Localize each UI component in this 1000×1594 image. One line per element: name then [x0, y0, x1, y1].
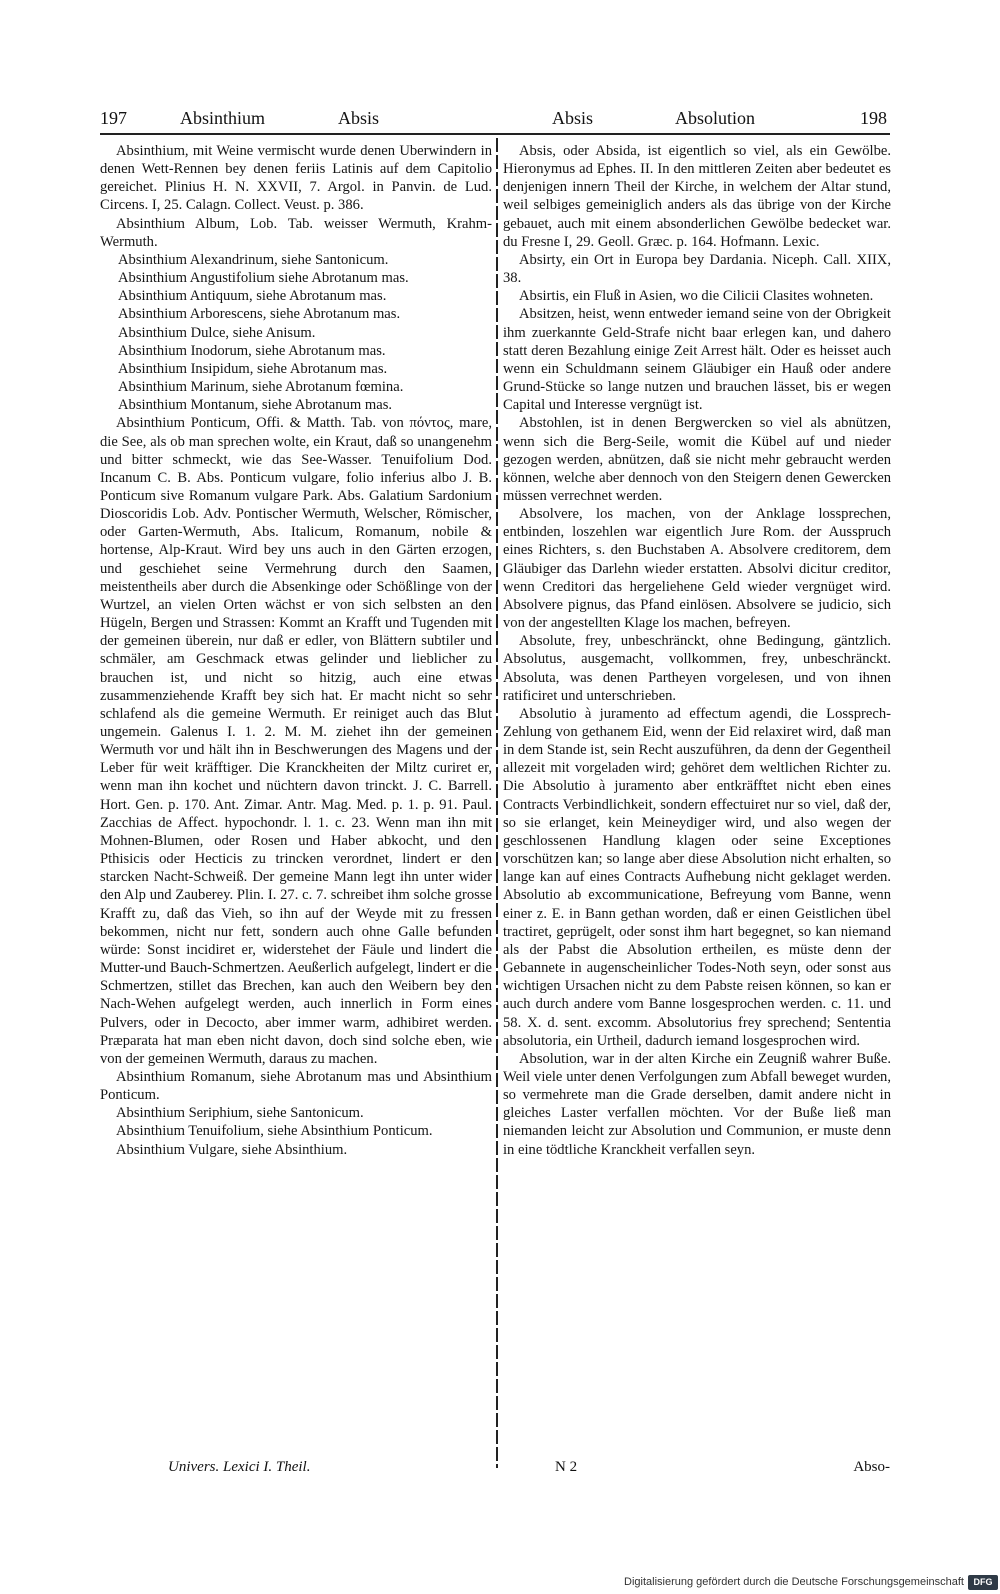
column-divider — [496, 138, 498, 1468]
entry-absinthium-marinum: Absinthium Marinum, siehe Abrotanum fœmina. — [118, 379, 404, 396]
signature-line: Univers. Lexici I. Theil. — [168, 1459, 311, 1475]
entry-absis: Absis, oder Absida, ist eigentlich so viel, als ein Gewölbe. Hieronymus ad Ephes. II. In den mittleren Zeiten aber bedeutet es denjenigen innern Theil der Kirche, in welchem der Altar stund, weil selbiges gemeiniglich anders als das übrige von der Kirche gebauet, auch mit einem absonderlichen Gewölbe bedecket war. du Fresne I, 29. Geoll. Græc. p. 164. Hofmann. Lexic. — [503, 143, 891, 250]
header-rule — [100, 133, 890, 135]
running-title-left: Absinthium — [180, 108, 266, 128]
entry-absinthium-inodorum: Absinthium Inodorum, siehe Abrotanum mas. — [118, 342, 386, 359]
entry-absinthium-seriphium: Absinthium Seriphium, siehe Santonicum. — [116, 1105, 364, 1122]
page-footer — [100, 1459, 890, 1483]
signature-mark: N 2 — [555, 1459, 578, 1475]
catchword: Abso- — [853, 1459, 890, 1475]
entry-absinthium-ponticum: Absinthium Ponticum, Offi. & Matth. Tab. von πόντος, mare, die See, als ob man sprechen wolte, ein Kraut, daß so unangenehm und bitter schmeckt, wie das See-Wasser. Tenuifolium Dod. Incanum C. B. Abs. Ponticum vulgare, folio inferius albo J. B. Ponticum sive Romanum vulgare Park. Abs. Galatium Sardonium Dioscoridis Lob. Adv. Pontischer Wermuth, Welscher, Römischer, oder Garten-Wermuth, Abs. Italicum, Romanum, nobile & hortense, Alp-Kraut. Wird bey uns auch in den Gärten erzogen, und geschiehet seine Vermehrung durch den Saamen, meistentheils aber durch die Absenkinge oder Schößlinge von der Wurtzel, an vielen Orten wächst er von sich selbsten an den Hügeln, Bergen und Strassen: Kommt an Krafft und Tugenden mit der gemeinen überein, nur daß er edler, von Blättern subtiler und schmäler, am Geschmack etwas gelinder und lieblicher zu brauchen ist, und nicht so hitzig, auch eine etwas zusammenziehende Krafft bey sich hat. Er macht nicht so sehr schlafend als die gemeine Wermuth. Er reiniget auch das Blut ungemein. Galenus I. 1. 2. M. M. ziehet ihn der gemeinen Wermuth vor und hält ihn in Beschwerungen des Magens und der Leber für weit kräfftiger. Die Kranckheiten der Miltz curiret er, wenn man ihn kochet und nüchtern davon trinckt. J. C. Barrell. Hort. Gen. p. 170. Ant. Zimar. Antr. Mag. Med. p. 1. p. 91. Paul. Zacchias de Affect. hypochondr. l. 1. c. 23. Wenn man ihn mit Mohnen-Blumen, oder Rosen und Haber abkocht, und den Pthisicis oder Hecticis zu trincken verordnet, lindert er den starcken Nacht-Schweiß. Der gemeine Mann legt ihn unter wider den Alp und Zauberey. Plin. I. 27. c. 7. schreibet ihm solche grosse Krafft zu, daß das Vieh, so ihn auf der Weyde mit zu fressen bekommen, nicht nur fett, sondern auch ohne Galle befunden würde: Sonst incidiret er, widerstehet der Fäule und lindert die Mutter-und Bauch-Schmertzen. Aeußerlich aufgelegt, lindert er die Schmertzen, stillet das Brechen, kan auch den Weibern bey den Nach-Wehen aufgelegt werden, auch innerlich in Form eines Pulvers, oder in Decocto, aber immer warm, adhibiret werden. Præparata hat man eben nicht davon, doch sind solche eben, wie von der gemeinen Wermuth, daraus zu machen. — [100, 415, 492, 1067]
right-column — [503, 142, 891, 1159]
entry-absinthium-dulce: Absinthium Dulce, siehe Anisum. — [118, 324, 316, 341]
entry-absolution: Absolution, war in der alten Kirche ein Zeugniß wahrer Buße. Weil viele unter denen Verfolgungen zum Abfall beweget wurden, so vermehrete man die Grade derselben, damit andere nicht in gleiches Laster verfallen möchten. Vor der Buße ließ man niemanden leicht zur Absolution und Communion, er muste denn in eine tödtliche Kranckheit verfallen seyn. — [503, 1050, 891, 1158]
entry-absinthium: Absinthium, mit Weine vermischt wurde denen Uberwindern in denen Wett-Rennen bey denen feriis Latinis auf dem Capitolio gereichet. Plinius H. N. XXVII, 7. Argol. in Panvin. de Lud. Circens. I, 25. Calagn. Collect. Veust. p. 386. — [100, 143, 492, 214]
entry-absinthium-arborescens: Absinthium Arborescens, siehe Abrotanum mas. — [118, 306, 401, 323]
entry-absinthium-montanum: Absinthium Montanum, siehe Abrotanum mas. — [118, 397, 393, 414]
entry-absinthium-alexandrinum: Absinthium Alexandrinum, siehe Santonicum. — [118, 251, 389, 268]
credit-text: Digitalisierung gefördert durch die Deutsche Forschungsgemeinschaft — [624, 1576, 964, 1588]
entry-absinthium-vulgare: Absinthium Vulgare, siehe Absinthium. — [116, 1141, 348, 1158]
entry-absinthium-tenuifolium: Absinthium Tenuifolium, siehe Absinthium Ponticum. — [116, 1123, 433, 1140]
entry-absolute: Absolute, frey, unbeschränckt, ohne Bedingung, gäntzlich. Absolutus, ausgemacht, vollkommen, frey, unbeschränckt. Absoluta, was denen Partheyen vorgelesen, und von ihnen ratificiret und unterschrieben. — [503, 633, 891, 704]
page-number-left: 197 — [100, 108, 127, 128]
entry-abstohlen: Abstohlen, ist in denen Bergwercken so viel als abnützen, wenn sich die Berg-Seile, womit die Kübel auf und nieder gezogen werden, abnützen, daß sie nicht mehr gebraucht werden können, welche aber dennoch von den Steigern denen Gewercken müssen verrechnet werden. — [503, 415, 891, 504]
entry-absolvere: Absolvere, los machen, von der Anklage lossprechen, entbinden, loszehlen war eigentlich Jure Rom. der Ausspruch eines Richters, s. den Buchstaben A. Absolvere creditorem, dem Gläubiger das Darlehn wieder erstatten. Absolvi dicitur creditor, wenn Creditori das hergeliehene Geld wieder vergnüget wird. Absolvere pignus, das Pfand einlösen. Absolvere se judicio, sich von der angestellten Klage los machen, befreyen. — [503, 506, 891, 632]
entry-absitzen: Absitzen, heist, wenn entweder iemand seine von der Obrigkeit ihm zuerkannte Geld-Strafe nicht baar erlegen kan, und dahero statt deren Bezahlung einige Zeit Arrest hält. Oder es heisset auch wenn ein Schuldmann seinem Gläubiger ein Hauß oder andere Grund-Stücke so lange nutzen und brauchen lässet, bis er wegen Capital und Interesse vergnügt ist. — [503, 306, 891, 414]
dfg-logo: DFG — [968, 1575, 998, 1590]
entry-absolutio: Absolutio à juramento ad effectum agendi, die Lossprech-Zehlung von gethanem Eid, wenn der Eid relaxiret wird, daß man in dem Stande ist, sein Recht auszuführen, da denn der Gegentheil allezeit mit vorgeladen wird; gehöret dem weltlichen Richter zu. Die Absolutio à juramento aber entkräfftet nicht eben eines Contracts Verbindlichkeit, sondern effectuiret nur so viel, daß der, so sie erlanget, kein Meineydiger wird, und also wegen der geschlossenen Handlung klagen oder seine Exceptiones vorschützen kan; so lange aber diese Absolution nicht erhalten, so lange kan auf eines Contracts Aufhebung nicht geklaget werden. Absolutio ab excommunicatione, Befreyung vom Banne, wenn einer z. E. in Bann gethan worden, daß er einen Geistlichen übel tractiret, geprügelt, oder sonst ihm hart begegnet, so kan niemand als der Pabst die Absolution ertheilen, es müste denn der Gebannete in augenscheinlicher Todes-Noth seyn, oder sonst aus wichtigen Ursachen nicht zu dem Pabste reisen können, so kan er auch durch andere vom Banne losgesprochen werden. c. 11. und 58. X. d. sent. excomm. Absolutorius frey sprechend; Sententia absolutoria, ein Urtheil, dadurch iemand losgesprochen wird. — [503, 705, 891, 1049]
entry-absinthium-album: Absinthium Album, Lob. Tab. weisser Wermuth, Krahm-Wermuth. — [100, 215, 492, 250]
entry-absirty: Absirty, ein Ort in Europa bey Dardania. Niceph. Call. XIIX, 38. — [503, 251, 891, 287]
entry-absinthium-romanum: Absinthium Romanum, siehe Abrotanum mas und Absinthium Ponticum. — [100, 1068, 492, 1104]
entry-absinthium-antiquum: Absinthium Antiquum, siehe Abrotanum mas. — [118, 288, 387, 305]
running-title-right: Absolution — [675, 108, 756, 128]
entry-absinthium-angustifolium: Absinthium Angustifolium siehe Abrotanum mas. — [118, 270, 409, 287]
left-column — [100, 142, 492, 1159]
page-number-right: 198 — [860, 108, 887, 128]
entry-absinthium-insipidum: Absinthium Insipidum, siehe Abrotanum mas. — [118, 360, 388, 377]
guide-word-right: Absis — [552, 108, 594, 128]
page-header — [100, 104, 890, 132]
entry-absirtis: Absirtis, ein Fluß in Asien, wo die Cilicii Clasites wohneten. — [519, 288, 874, 305]
guide-word-left: Absis — [338, 108, 380, 128]
